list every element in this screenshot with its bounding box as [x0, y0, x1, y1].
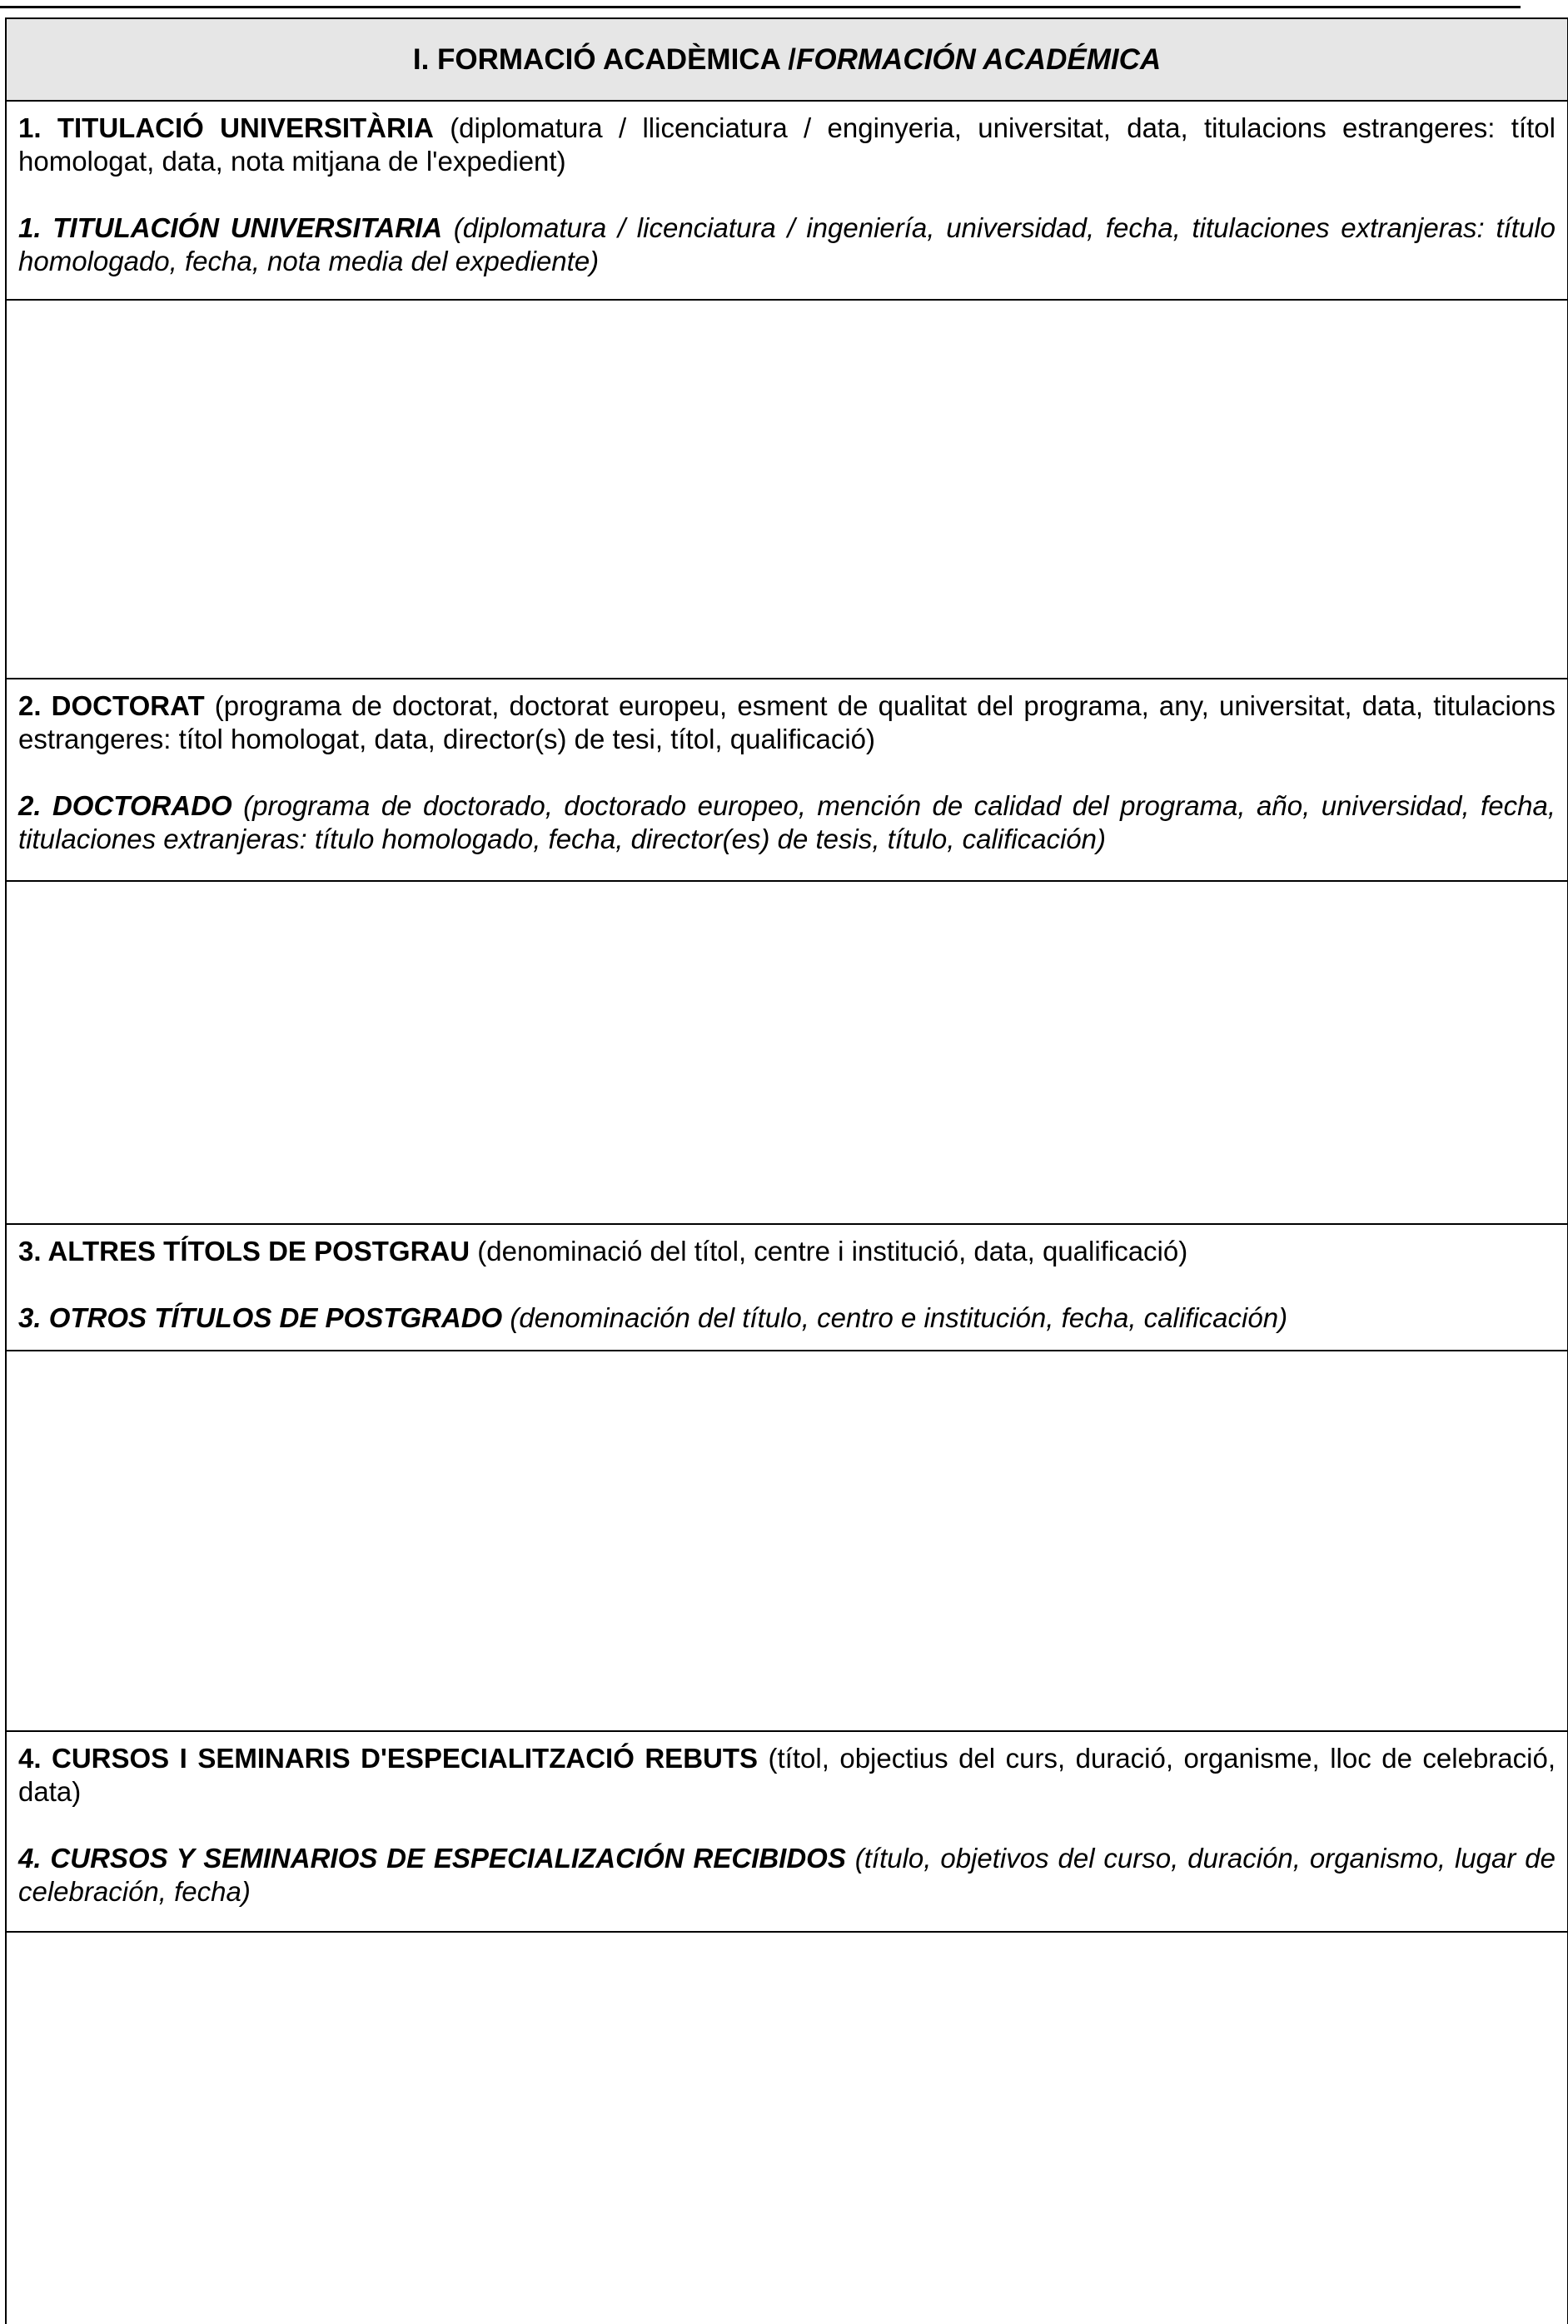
section-desc-es: (título, objetivos del curso, duración, organismo, lugar de celebración, fecha)	[18, 1843, 1556, 1907]
header-rule	[0, 6, 1521, 8]
section-1-input-area[interactable]	[7, 301, 1567, 679]
section-4-header	[7, 1732, 1567, 1933]
section-3-header	[7, 1225, 1567, 1351]
section-4-input-area[interactable]	[7, 1933, 1567, 2324]
section-heading-ca: 2. DOCTORAT	[18, 690, 205, 721]
section-heading-es: 3. OTROS TÍTULOS DE POSTGRADO	[18, 1302, 503, 1333]
section-1-header	[7, 102, 1567, 301]
section-heading-ca: 1. TITULACIÓ UNIVERSITÀRIA	[18, 112, 434, 143]
title-catalan: I. FORMACIÓ ACADÈMICA /	[412, 42, 797, 76]
section-heading-es: 2. DOCTORADO	[18, 790, 232, 821]
section-desc-ca: (diplomatura / llicenciatura / enginyeria, universitat, data, titulacions estrangeres: títol homologat, data, nota mitjana de l'expedient)	[18, 112, 1556, 177]
section-2-input-area[interactable]	[7, 882, 1567, 1225]
section-desc-ca: (denominació del títol, centre i institució, data, qualificació)	[470, 1236, 1188, 1267]
section-desc-es: (programa de doctorado, doctorado europeo, mención de calidad del programa, año, universidad, fecha, titulaciones extranjeras: título homologado, fecha, director(es) de tesis, título, calificación)	[18, 790, 1556, 854]
section-2-header	[7, 679, 1567, 882]
section-heading-ca: 3. ALTRES TÍTOLS DE POSTGRAU	[18, 1236, 470, 1267]
section-heading-es: 4. CURSOS Y SEMINARIOS DE ESPECIALIZACIÓN RECIBIDOS	[18, 1843, 846, 1874]
section-desc-ca: (títol, objectius del curs, duració, organisme, lloc de celebració, data)	[18, 1743, 1556, 1807]
section-desc-ca: (programa de doctorat, doctorat europeu, esment de qualitat del programa, any, universitat, data, titulacions estrangeres: títol homologat, data, director(s) de tesi, títol, qualificació)	[18, 690, 1556, 754]
section-desc-es: (denominación del título, centro e institución, fecha, calificación)	[502, 1302, 1288, 1333]
section-heading-es: 1. TITULACIÓN UNIVERSITARIA	[18, 212, 443, 243]
section-3-input-area[interactable]	[7, 1351, 1567, 1732]
form-section-title	[7, 19, 1567, 102]
section-heading-ca: 4. CURSOS I SEMINARIS D'ESPECIALITZACIÓ REBUTS	[18, 1743, 759, 1774]
academic-training-form	[5, 17, 1568, 2324]
title-spanish: FORMACIÓN ACADÉMICA	[796, 42, 1162, 76]
section-desc-es: (diplomatura / licenciatura / ingeniería, universidad, fecha, titulaciones extranjeras: título homologado, fecha, nota media del expediente)	[18, 212, 1556, 276]
